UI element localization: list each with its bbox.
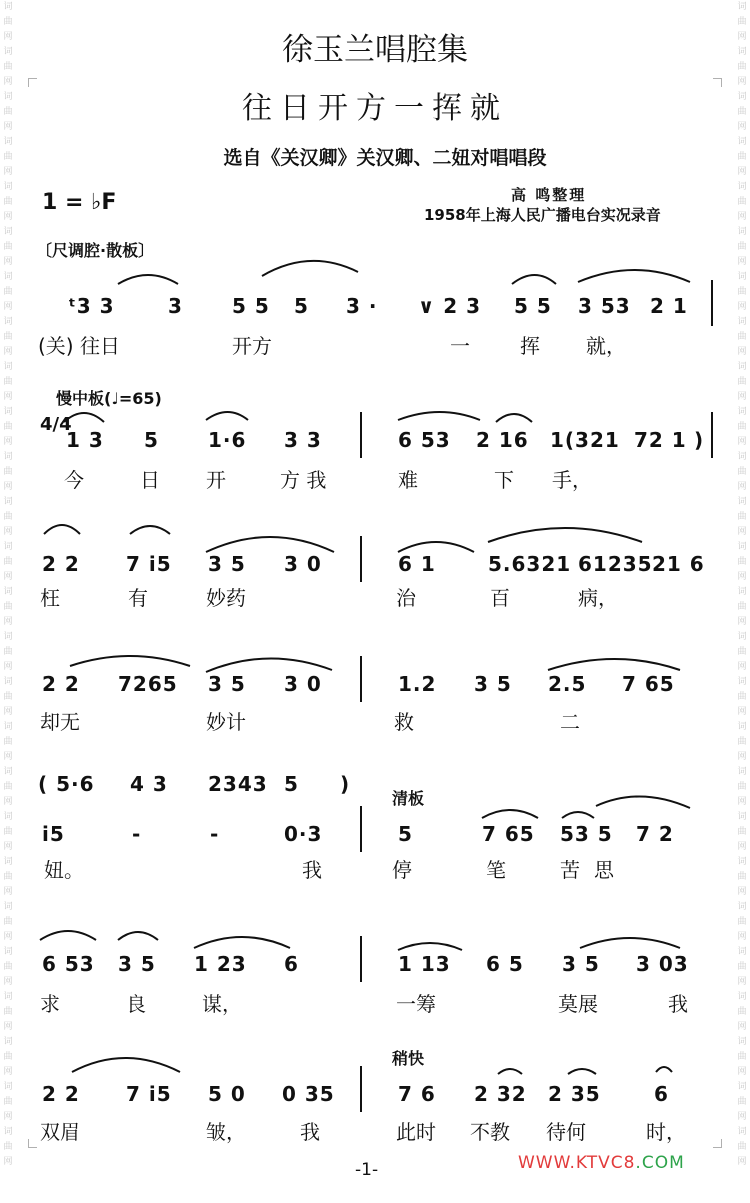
note-group: ) (694, 428, 705, 452)
note-group: 3 0 (284, 552, 322, 576)
lyric: 待何 (546, 1120, 586, 1144)
note-group: i5 (42, 822, 65, 846)
note-group: 2 2 (42, 1082, 80, 1106)
bar-line (711, 412, 713, 458)
note-group: 3 03 (636, 952, 689, 976)
lyric: 皱， (206, 1120, 246, 1144)
time-signature: 4/4 (40, 414, 72, 435)
note-group: 1.2 (398, 672, 437, 696)
bar-line (360, 1066, 362, 1112)
lyric: 就， (586, 334, 626, 358)
note-group: 3 3 (284, 428, 322, 452)
note-group: 3 53 (578, 294, 631, 318)
watermark-left: 词曲网词曲网词曲网词曲网词曲网词曲网词曲网词曲网词曲网词曲网词曲网词曲网词曲网词曲网词曲网词曲网词曲网词曲网词曲网词曲网词曲网词曲网词曲网词曲网词曲网词曲网 (3, 2, 13, 1167)
note-group: 3 5 (562, 952, 600, 976)
note-group: ( 5·6 (38, 772, 95, 796)
note-group: 1·6 (208, 428, 247, 452)
lyric: 难 (398, 468, 418, 492)
note-group: 3 (168, 294, 183, 318)
note-group: 7 6 (398, 1082, 436, 1106)
book-title: 徐玉兰唱腔集 (282, 32, 468, 68)
site-watermark (518, 1153, 685, 1173)
watermark-right: 词曲网词曲网词曲网词曲网词曲网词曲网词曲网词曲网词曲网词曲网词曲网词曲网词曲网词曲网词曲网词曲网词曲网词曲网词曲网词曲网词曲网词曲网词曲网词曲网词曲网词曲网 (737, 2, 747, 1167)
lyric: 开方 (232, 334, 272, 358)
site-name: KTVC8 (575, 1153, 636, 1173)
lyric: 却无 (40, 710, 80, 734)
note-group: 1 13 (398, 952, 451, 976)
section-mark: 〔尺调腔·散板〕 (36, 241, 155, 260)
lyric: 挥 (520, 334, 540, 358)
note-group: 21 6 (652, 552, 705, 576)
lyric: 一 (450, 334, 470, 358)
lyric: 今 (64, 468, 84, 492)
note-group: ) (340, 772, 351, 796)
lyric: 时， (646, 1120, 686, 1144)
note-group: - (132, 822, 142, 846)
note-group: 6 53 (398, 428, 451, 452)
lyric: 病， (578, 586, 618, 610)
note-group: 5 (284, 772, 299, 796)
bar-line (360, 806, 362, 852)
note-group: 6 53 (42, 952, 95, 976)
note-group: 61235 (578, 552, 653, 576)
lyric: 笔 (486, 858, 506, 882)
bar-line (711, 280, 713, 326)
note-group: 72 1 (634, 428, 687, 452)
note-group: 2 1 (650, 294, 688, 318)
lyric: 苦 (560, 858, 580, 882)
note-group: 2 32 (474, 1082, 527, 1106)
note-group: 2.5 (548, 672, 587, 696)
recording-credit: 1958年上海人民广播电台实况录音 (424, 206, 661, 224)
lyric: 日 (140, 468, 160, 492)
bar-line (360, 536, 362, 582)
note-group: 3 5 (208, 552, 246, 576)
bar-line (360, 656, 362, 702)
note-group: 2 35 (548, 1082, 601, 1106)
note-group: 7 i5 (126, 1082, 172, 1106)
note-group: 5 0 (208, 1082, 246, 1106)
song-title: 往日开方一挥就 (242, 91, 508, 126)
note-group: - (210, 822, 220, 846)
lyric: 双眉 (40, 1120, 80, 1144)
lyric: 我 (668, 992, 688, 1016)
note-group: 2 2 (42, 552, 80, 576)
lyric: 方 我 (280, 468, 327, 492)
note-group: 5 (294, 294, 309, 318)
song-subtitle: 选自《关汉卿》关汉卿、二妞对唱唱段 (223, 147, 547, 169)
note-group: 1 3 (66, 428, 104, 452)
lyric: 开 (206, 468, 226, 492)
note-group: ᵗ3 3 (68, 294, 115, 318)
note-group: 2 2 (42, 672, 80, 696)
note-group: ∨ 2 3 (418, 294, 481, 318)
lyric: 我 (300, 1120, 320, 1144)
note-group: 3 5 (118, 952, 156, 976)
lyric: 思 (594, 858, 614, 882)
lyric: 妙药 (206, 586, 246, 610)
lyric: 妙计 (206, 710, 246, 734)
lyric: 救 (394, 710, 414, 734)
note-group: 5 5 (232, 294, 270, 318)
bar-line (360, 412, 362, 458)
lyric: 不教 (470, 1120, 510, 1144)
lyric: 良 (126, 992, 146, 1016)
note-group: 7 i5 (126, 552, 172, 576)
tempo-mark: 慢中板(♩=65) (56, 389, 162, 408)
note-group: 7 2 (636, 822, 674, 846)
site-prefix: WWW. (518, 1153, 576, 1173)
site-suffix: .COM (635, 1153, 685, 1173)
lyric: 下 (494, 468, 514, 492)
note-group: 6 (284, 952, 299, 976)
note-group: 5 (398, 822, 413, 846)
note-group: 1 23 (194, 952, 247, 976)
note-group: 5.6321 (488, 552, 572, 576)
note-group: 53 5 (560, 822, 613, 846)
note-group: 2343 (208, 772, 268, 796)
lyric: 有 (128, 586, 148, 610)
lyric: 治 (396, 586, 416, 610)
lyric: 莫展 (558, 992, 598, 1016)
note-group: 3 · (346, 294, 378, 318)
note-group: 7 65 (622, 672, 675, 696)
tempo-mark: 稍快 (392, 1049, 425, 1068)
note-group: 4 3 (130, 772, 168, 796)
lyric: 枉 (40, 586, 60, 610)
note-group: 5 (144, 428, 159, 452)
note-group: 1(321 (550, 428, 620, 452)
note-group: 0·3 (284, 822, 323, 846)
note-group: 7 65 (482, 822, 535, 846)
note-group: 2 16 (476, 428, 529, 452)
note-group: 6 5 (486, 952, 524, 976)
note-group: 3 5 (474, 672, 512, 696)
key-signature: 1 = ♭F (42, 190, 117, 215)
lyric: 手， (552, 468, 592, 492)
lyric: 求 (40, 992, 60, 1016)
lyric: 此时 (396, 1120, 436, 1144)
lyric: 妞。 (44, 858, 84, 882)
note-group: 5 5 (514, 294, 552, 318)
lyric: 停 (392, 858, 412, 882)
lyric: 谋， (202, 992, 242, 1016)
note-group: 3 5 (208, 672, 246, 696)
note-group: 7265 (118, 672, 178, 696)
bar-line (360, 936, 362, 982)
note-group: 3 0 (284, 672, 322, 696)
note-group: 6 (654, 1082, 669, 1106)
lyric: 百 (490, 586, 510, 610)
lyric: (关) 往日 (38, 334, 120, 358)
lyric: 二 (560, 710, 580, 734)
note-group: 0 35 (282, 1082, 335, 1106)
lyric: 一筹 (396, 992, 436, 1016)
note-group: 6 1 (398, 552, 436, 576)
tempo-mark: 清板 (392, 789, 425, 808)
page-number: -1- (355, 1160, 379, 1180)
lyric: 我 (302, 858, 322, 882)
arranger-credit: 高 鸣整理 (511, 186, 587, 204)
